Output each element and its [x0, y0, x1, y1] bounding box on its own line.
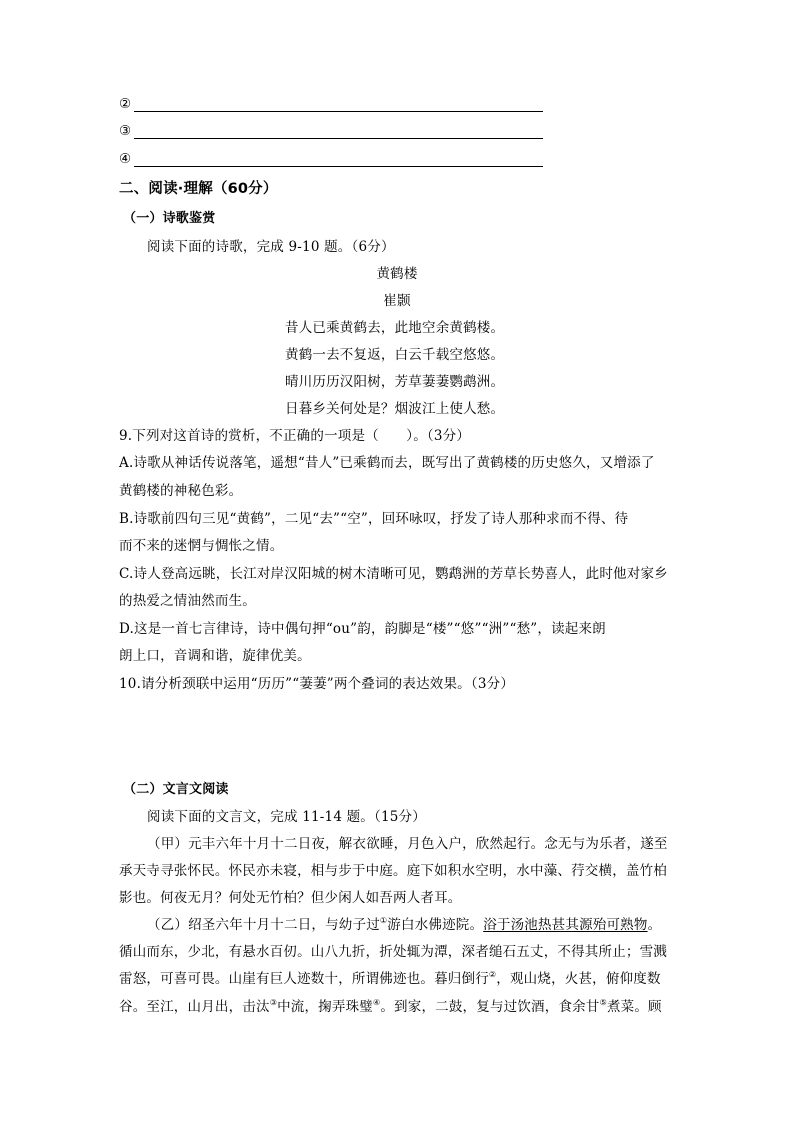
text-run: ，观山烧，火甚，俯仰度数	[496, 971, 661, 987]
poem-line: 昔人已乘黄鹤去，此地空余黄鹤楼。	[285, 320, 505, 336]
passage-yi-line	[147, 916, 661, 934]
footnote-marker: ①	[379, 916, 388, 925]
blank-line	[134, 166, 543, 167]
option-b-line1: B.诗歌前四句三见“黄鹤”，二见“去”“空”，回环咏叹，抒发了诗人那种求而不得、待	[119, 511, 629, 527]
text-run: （乙）绍圣六年十月十二日，与幼子过	[147, 917, 380, 933]
text-run: 游白水佛迹院。	[387, 917, 484, 933]
section-title: 二、阅读·理解（60分）	[119, 181, 278, 197]
passage-yi-line	[119, 970, 661, 988]
poem-line: 日暮乡关何处是？烟波江上使人愁。	[285, 401, 505, 417]
part2-intro: 阅读下面的文言文，完成 11-14 题。（15分）	[147, 809, 426, 825]
option-c-line1: C.诗人登高远眺，长江对岸汉阳城的树木清晰可见，鹦鹉洲的芳草长势喜人，此时他对家乡	[119, 566, 668, 582]
blank-number: ③	[119, 123, 132, 139]
text-run: 。到家，二鼓，复与过饮酒，食余甘	[380, 999, 600, 1015]
answer-blank-2[interactable]	[119, 96, 543, 114]
footnote-marker: ③	[269, 998, 278, 1007]
part1-intro: 阅读下面的诗歌，完成 9-10 题。（6分）	[147, 239, 395, 255]
passage-jia-line: 承天寺寻张怀民。怀民亦未寝，相与步于中庭。庭下如积水空明，水中藻、荇交横，盖竹柏	[119, 863, 667, 879]
option-d-line2: 朗上口，音调和谐，旋律优美。	[119, 648, 311, 664]
passage-jia-line: 影也。何夜无月？何处无竹柏？但少闲人如吾两人者耳。	[119, 890, 462, 906]
poem-line: 晴川历历汉阳树，芳草萋萋鹦鹉洲。	[285, 374, 505, 390]
footnote-marker: ④	[372, 998, 381, 1007]
part2-title: （二）文言文阅读	[123, 782, 229, 797]
text-run: 煮菜。顾	[606, 999, 662, 1015]
option-a-line2: 黄鹤楼的神秘色彩。	[119, 483, 243, 499]
question-9-stem: 9.下列对这首诗的赏析，不正确的一项是（ ）。（3分）	[119, 428, 471, 444]
answer-blank-4[interactable]	[119, 151, 543, 169]
footnote-marker: ②	[488, 970, 497, 979]
blank-line	[134, 138, 543, 139]
text-run: 谷。至江，山月出，击汰	[119, 999, 270, 1015]
blank-line	[134, 111, 543, 112]
option-a-line1: A.诗歌从神话传说落笔，遥想“昔人”已乘鹤而去，既写出了黄鹤楼的历史悠久，又增添了	[119, 455, 655, 471]
option-c-line2: 的热爱之情油然而生。	[119, 593, 256, 609]
text-run: 。	[647, 917, 662, 933]
text-run: 中流，掬弄珠璧	[277, 999, 373, 1015]
blank-number: ④	[119, 151, 132, 167]
text-run: 雷怒，可喜可畏。山崖有巨人迹数十，所谓佛迹也。暮归倒行	[119, 971, 489, 987]
blank-number: ②	[119, 96, 132, 112]
option-b-line2: 而不来的迷惘与惆怅之情。	[119, 538, 284, 554]
answer-blank-3[interactable]	[119, 123, 543, 141]
option-d-line1: D.这是一首七言律诗，诗中偶句押“ou”韵，韵脚是“楼”“悠”“洲”“愁”，读起来朗	[119, 621, 606, 637]
passage-jia-line: （甲）元丰六年十月十二日夜，解衣欲睡，月色入户，欣然起行。念无与为乐者，遂至	[147, 836, 668, 852]
question-10-stem: 10.请分析颈联中运用“历历”“萋萋”两个叠词的表达效果。（3分）	[119, 676, 515, 692]
poem-author: 崔颢	[383, 293, 411, 309]
poem-line: 黄鹤一去不复返，白云千载空悠悠。	[285, 347, 505, 363]
footnote-marker: ⑤	[599, 998, 607, 1007]
part1-title: （一）诗歌鉴赏	[123, 211, 216, 226]
underlined-sentence: 浴于汤池热甚其源殆可熟物	[483, 917, 648, 933]
passage-yi-line: 循山而东，少北，有悬水百仞。山八九折，折处辄为潭，深者缒石五丈，不得其所止；雪溅	[119, 944, 667, 960]
poem-title: 黄鹤楼	[376, 266, 418, 282]
passage-yi-line	[119, 998, 662, 1016]
